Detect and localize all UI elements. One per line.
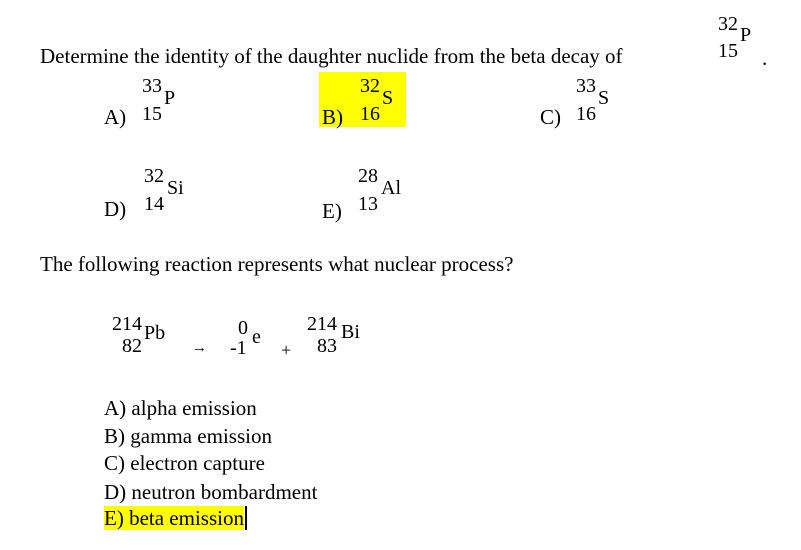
particle-atomic: -1 bbox=[230, 337, 247, 359]
option-d-nuclide[interactable] bbox=[144, 166, 199, 216]
reactant-atomic: 82 bbox=[122, 335, 142, 357]
option-d-symbol: Si bbox=[167, 177, 184, 199]
question-1-period: . bbox=[762, 46, 768, 70]
option-c-atomic: 16 bbox=[576, 103, 596, 125]
product-nuclide bbox=[307, 314, 377, 364]
question-1-prompt: Determine the identity of the daughter nuclide from the beta decay of bbox=[40, 44, 623, 68]
option-a-letter: A) bbox=[104, 105, 127, 129]
option-a-nuclide[interactable] bbox=[142, 76, 192, 126]
option-d-mass: 32 bbox=[144, 165, 164, 187]
option-b-atomic: 16 bbox=[360, 103, 380, 125]
reactant-symbol: Pb bbox=[144, 322, 166, 344]
option-e-letter: E) bbox=[322, 199, 342, 223]
option-b-symbol: S bbox=[382, 87, 394, 109]
option-c-mass: 33 bbox=[576, 75, 596, 97]
option-e-mass: 28 bbox=[358, 165, 378, 187]
beta-particle bbox=[230, 318, 270, 358]
option-c-letter: C) bbox=[540, 105, 561, 129]
option-b-mass: 32 bbox=[360, 75, 380, 97]
option-c-nuclide[interactable] bbox=[576, 76, 626, 126]
option-e-atomic: 13 bbox=[358, 193, 378, 215]
particle-symbol: e bbox=[252, 326, 261, 348]
q2-option-e[interactable]: E) beta emission bbox=[104, 506, 244, 530]
text-cursor bbox=[245, 506, 247, 530]
parent-atomic: 15 bbox=[718, 40, 738, 62]
option-c-symbol: S bbox=[598, 87, 610, 109]
reactant-nuclide bbox=[112, 314, 182, 364]
reaction-arrow: → bbox=[192, 340, 207, 356]
particle-mass: 0 bbox=[238, 317, 248, 339]
option-a-mass: 33 bbox=[142, 75, 162, 97]
q2-option-c[interactable]: C) electron capture bbox=[104, 451, 265, 475]
parent-mass: 32 bbox=[718, 13, 738, 35]
q2-option-e-row[interactable] bbox=[104, 506, 247, 531]
parent-symbol: P bbox=[740, 24, 752, 46]
q2-option-a[interactable]: A) alpha emission bbox=[104, 396, 257, 420]
option-a-symbol: P bbox=[164, 87, 176, 109]
parent-nuclide bbox=[718, 14, 758, 64]
option-b-letter: B) bbox=[322, 105, 343, 129]
q2-option-d[interactable]: D) neutron bombardment bbox=[104, 480, 318, 504]
question-2-prompt: The following reaction represents what nuclear process? bbox=[40, 252, 514, 276]
option-e-nuclide[interactable] bbox=[358, 166, 413, 216]
product-atomic: 83 bbox=[317, 335, 337, 357]
q2-option-b[interactable]: B) gamma emission bbox=[104, 424, 272, 448]
plus-sign: + bbox=[281, 340, 292, 360]
option-b-nuclide[interactable] bbox=[360, 76, 404, 126]
option-d-letter: D) bbox=[104, 197, 127, 221]
option-d-atomic: 14 bbox=[144, 193, 164, 215]
product-mass: 214 bbox=[307, 313, 337, 335]
option-a-atomic: 15 bbox=[142, 103, 162, 125]
reactant-mass: 214 bbox=[112, 313, 142, 335]
option-e-symbol: Al bbox=[381, 177, 401, 199]
product-symbol: Bi bbox=[341, 321, 360, 343]
